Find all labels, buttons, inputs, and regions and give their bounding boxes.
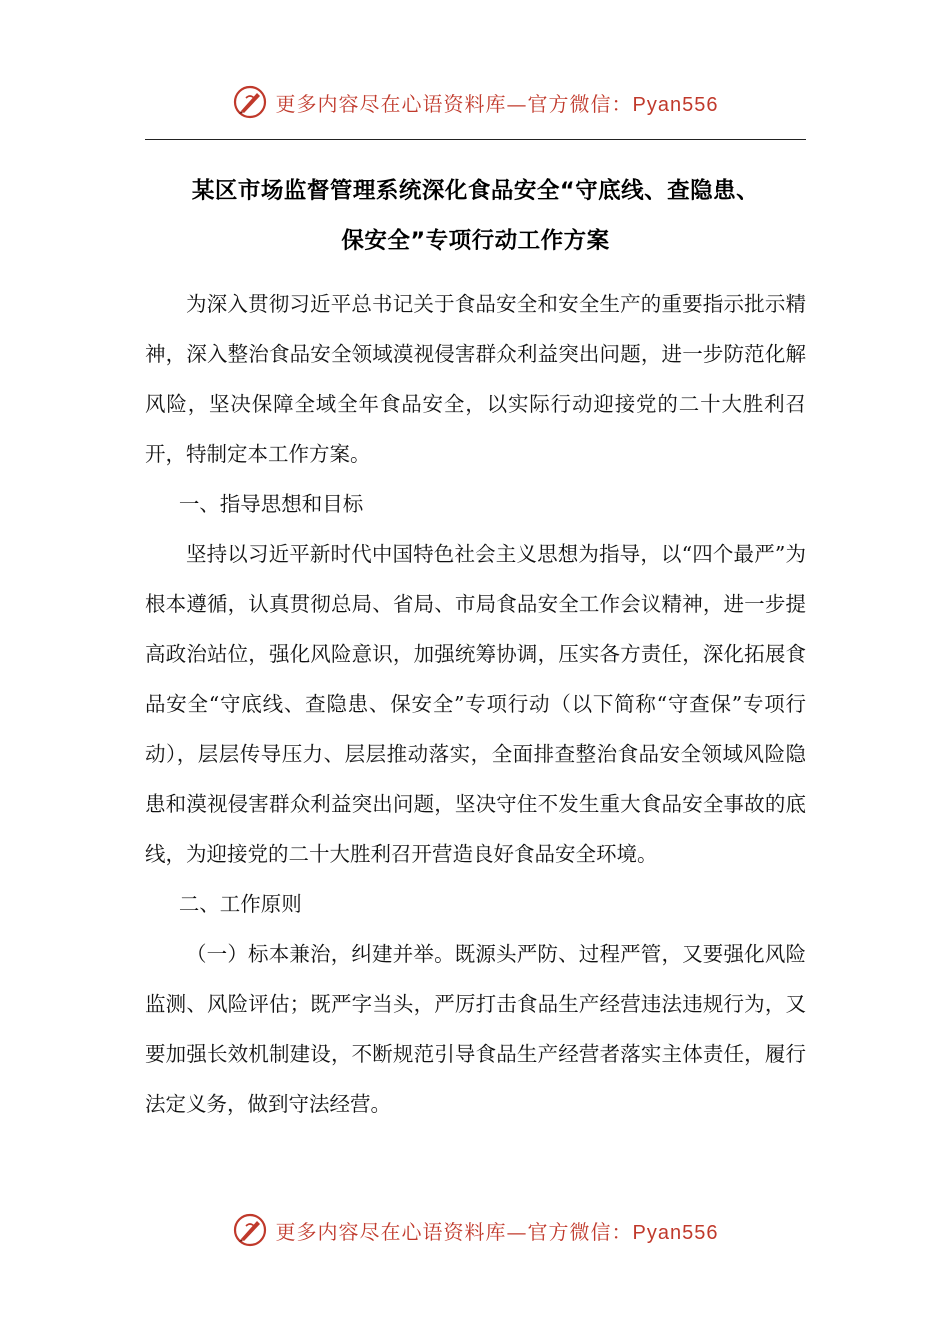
footer-banner-text: 更多内容尽在心语资料库—官方微信：Pyan556 (275, 1219, 719, 1244)
wechat-id: Pyan556 (632, 1221, 719, 1244)
section-heading-1: 一、指导思想和目标 (178, 492, 364, 516)
document-title (145, 166, 806, 266)
header-banner (0, 82, 950, 122)
section-heading-2: 二、工作原则 (178, 892, 302, 916)
pen-logo-icon (232, 84, 268, 120)
header-divider (145, 139, 806, 140)
paragraph-intro: 为深入贯彻习近平总书记关于食品安全和安全生产的重要指示批示精神，深入整治食品安全领域漠视侵害群众利益突出问题，进一步防范化解风险，坚决保障全域全年食品安全，以实际行动迎接党的二十大胜利召开，特制定本工作方案。 (145, 292, 806, 466)
paragraph-guiding-thought: 坚持以习近平新时代中国特色社会主义思想为指导，以“四个最严”为根本遵循，认真贯彻总局、省局、市局食品安全工作会议精神，进一步提高政治站位，强化风险意识，加强统筹协调，压实各方责任，深化拓展食品安全“守底线、查隐患、保安全”专项行动（以下简称“守查保”专项行动），层层传导压力、层层推动落实，全面排查整治食品安全领域风险隐患和漠视侵害群众利益突出问题，坚决守住不发生重大食品安全事故的底线，为迎接党的二十大胜利召开营造良好食品安全环境。 (145, 542, 806, 866)
wechat-id: Pyan556 (632, 93, 719, 116)
footer-banner (0, 1210, 950, 1250)
title-line-2: 保安全”专项行动工作方案 (341, 228, 610, 254)
title-line-1: 某区市场监督管理系统深化食品安全“守底线、查隐患、 (191, 178, 760, 204)
paragraph-principle-1: （一）标本兼治，纠建并举。既源头严防、过程严管，又要强化风险监测、风险评估；既严字当头，严厉打击食品生产经营违法违规行为，又要加强长效机制建设，不断规范引导食品生产经营者落实主体责任，履行法定义务，做到守法经营。 (145, 942, 806, 1116)
pen-logo-icon (232, 1212, 268, 1248)
document-body (145, 279, 806, 1129)
header-banner-text: 更多内容尽在心语资料库—官方微信：Pyan556 (275, 91, 719, 116)
